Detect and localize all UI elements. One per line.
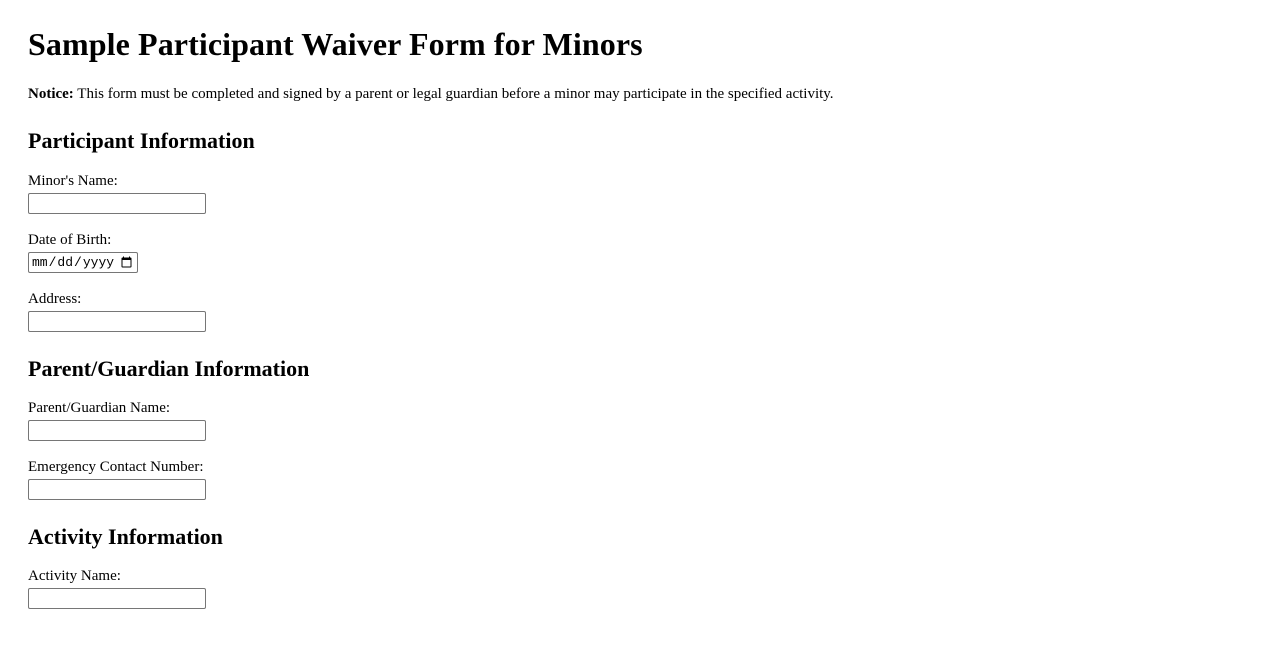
field-emergency-contact-number xyxy=(28,458,1250,500)
input-date-of-birth[interactable] xyxy=(28,252,138,273)
page-title: Sample Participant Waiver Form for Minors xyxy=(28,26,643,62)
input-parent-guardian-name[interactable] xyxy=(28,420,206,441)
input-activity-name[interactable] xyxy=(28,588,206,609)
label-minors-name: Minor's Name: xyxy=(28,172,118,189)
field-minors-name xyxy=(28,172,1250,214)
field-address xyxy=(28,290,1250,332)
notice-label: Notice: xyxy=(28,85,74,102)
section-heading-parent-guardian-information: Parent/Guardian Information xyxy=(28,355,310,381)
field-date-of-birth xyxy=(28,231,1250,273)
input-emergency-contact-number[interactable] xyxy=(28,479,206,500)
label-emergency-contact-number: Emergency Contact Number: xyxy=(28,459,204,476)
label-address: Address: xyxy=(28,290,82,307)
notice-text: This form must be completed and signed by a parent or legal guardian before a minor may participate in the specified activity. xyxy=(73,85,834,102)
input-address[interactable] xyxy=(28,311,206,332)
label-parent-guardian-name: Parent/Guardian Name: xyxy=(28,400,171,417)
section-heading-activity-information: Activity Information xyxy=(28,524,223,550)
field-parent-guardian-name xyxy=(28,399,1250,441)
section-heading-participant-information: Participant Information xyxy=(28,128,255,154)
field-activity-name xyxy=(28,567,1250,609)
notice-paragraph xyxy=(28,85,1250,105)
label-activity-name: Activity Name: xyxy=(28,568,121,585)
label-date-of-birth: Date of Birth: xyxy=(28,231,112,248)
input-minors-name[interactable] xyxy=(28,193,206,214)
